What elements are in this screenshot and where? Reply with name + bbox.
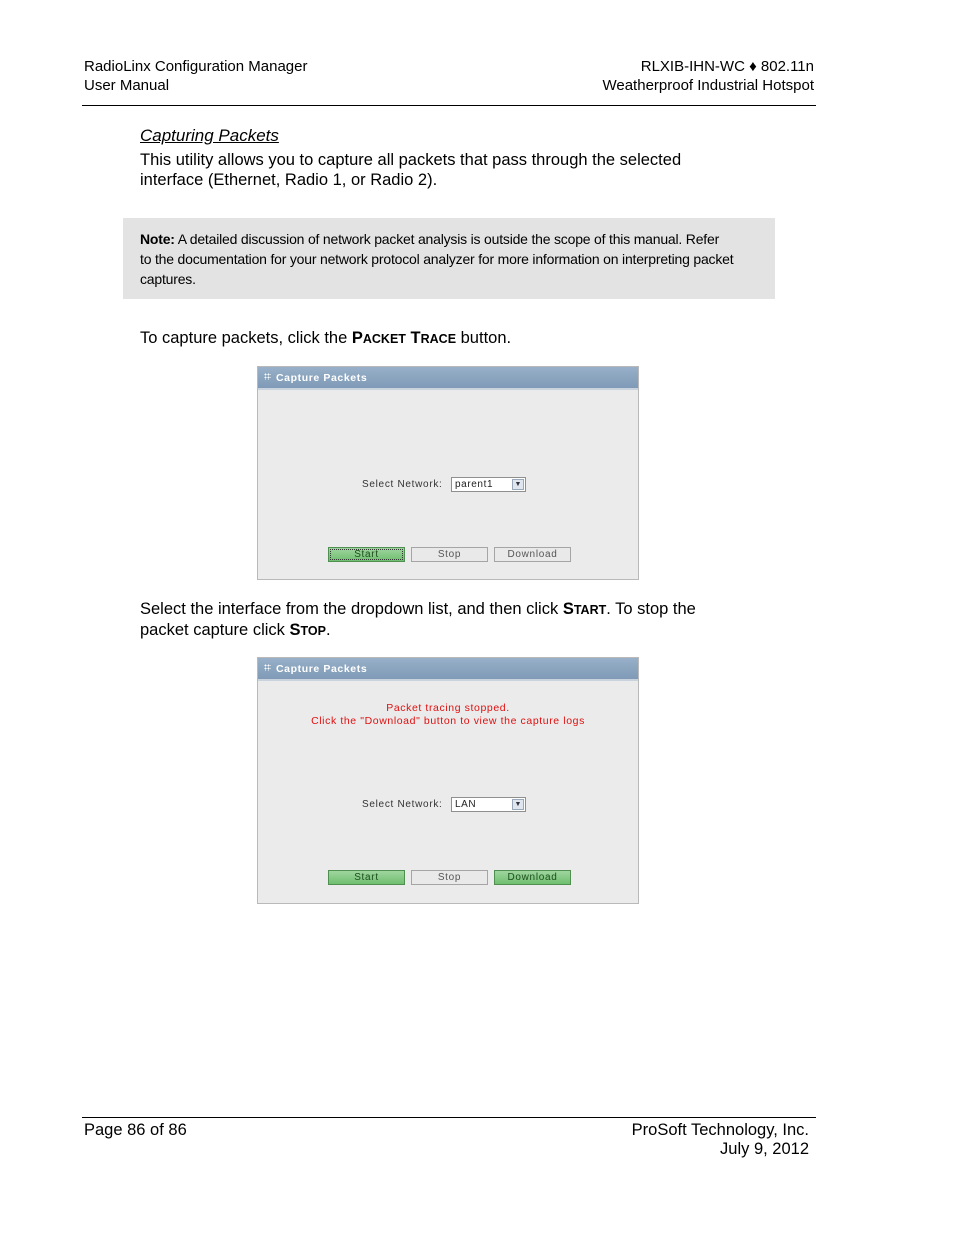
download-button[interactable]: Download: [494, 870, 571, 885]
sc1-big: P: [351, 329, 363, 347]
select-network-value: LAN: [455, 799, 477, 810]
panel-title-bar: [258, 658, 638, 681]
instruction2-line1-before: Select the interface from the dropdown list, and then click: [140, 600, 563, 618]
capture-packets-panel-2: [257, 657, 639, 904]
note-box: [123, 218, 775, 299]
header-rule: [82, 105, 816, 106]
sc2-small: RACE: [420, 332, 457, 346]
grip-icon: [264, 373, 271, 380]
capture-packets-panel-1: [257, 366, 639, 580]
select-network-dropdown[interactable]: [451, 797, 526, 812]
sc1-small: ACKET: [362, 332, 406, 346]
section-title: Capturing Packets: [140, 126, 279, 145]
header-product-name: RadioLinx Configuration Manager: [84, 58, 308, 75]
instruction-packet-trace: [140, 328, 780, 349]
sc2-big: T: [410, 329, 421, 347]
start-button[interactable]: Start: [328, 547, 405, 562]
download-button[interactable]: Download: [494, 547, 571, 562]
stop-button[interactable]: Stop: [411, 547, 488, 562]
note-line-1: A detailed discussion of network packet analysis is outside the scope of this manual. Refer: [177, 231, 720, 247]
packet-trace-label: [352, 329, 456, 347]
intro-line-2: interface (Ethernet, Radio 1, or Radio 2).: [140, 171, 438, 189]
footer-rule: [82, 1117, 816, 1118]
chevron-down-icon[interactable]: ▼: [512, 479, 524, 490]
chevron-down-icon[interactable]: ▼: [512, 799, 524, 810]
status-message-line-1: Packet tracing stopped.: [386, 702, 510, 714]
header-model: RLXIB-IHN-WC ♦ 802.11n: [640, 58, 814, 75]
header-doc-type: User Manual: [84, 77, 170, 94]
grip-icon: [264, 664, 271, 671]
start-button[interactable]: Start: [328, 870, 405, 885]
stop-button[interactable]: Stop: [411, 870, 488, 885]
panel-title: Capture Packets: [276, 663, 368, 675]
status-message-line-2: Click the "Download" button to view the capture logs: [311, 715, 585, 727]
instruction-start-stop: [140, 599, 800, 641]
instruction2-line1-after: . To stop the: [606, 600, 696, 618]
header-model-desc: Weatherproof Industrial Hotspot: [602, 77, 814, 94]
start-label: [563, 600, 606, 618]
intro-paragraph: [140, 150, 780, 190]
select-network-value: parent1: [455, 479, 494, 490]
stop-label: [289, 621, 326, 639]
panel-title: Capture Packets: [276, 372, 368, 384]
instruction2-line2-before: packet capture click: [140, 621, 290, 639]
note-label: Note:: [140, 231, 175, 247]
footer-date: July 9, 2012: [720, 1140, 809, 1158]
instruction2-line2-after: .: [325, 621, 331, 639]
select-network-label: Select Network:: [362, 479, 443, 490]
stop-small: TOP: [300, 624, 326, 638]
footer-right: [632, 1121, 809, 1159]
intro-line-1: This utility allows you to capture all packets that pass through the selected: [140, 151, 682, 169]
note-text: [140, 229, 765, 289]
note-line-2: to the documentation for your network protocol analyzer for more information on interpreting packet: [140, 251, 734, 267]
start-small: TART: [573, 603, 607, 617]
footer-company: ProSoft Technology, Inc.: [631, 1121, 809, 1139]
footer-page-number: Page 86 of 86: [84, 1121, 187, 1139]
instruction1-after: button.: [456, 329, 512, 347]
select-network-label: Select Network:: [362, 799, 443, 810]
select-network-dropdown[interactable]: [451, 477, 526, 492]
stop-big: S: [289, 621, 301, 639]
panel-title-bar: [258, 367, 638, 390]
header-right: [602, 57, 814, 95]
note-line-3: captures.: [140, 271, 196, 287]
header-left: [84, 57, 307, 95]
instruction1-before: To capture packets, click the: [140, 329, 352, 347]
start-big: S: [562, 600, 574, 618]
